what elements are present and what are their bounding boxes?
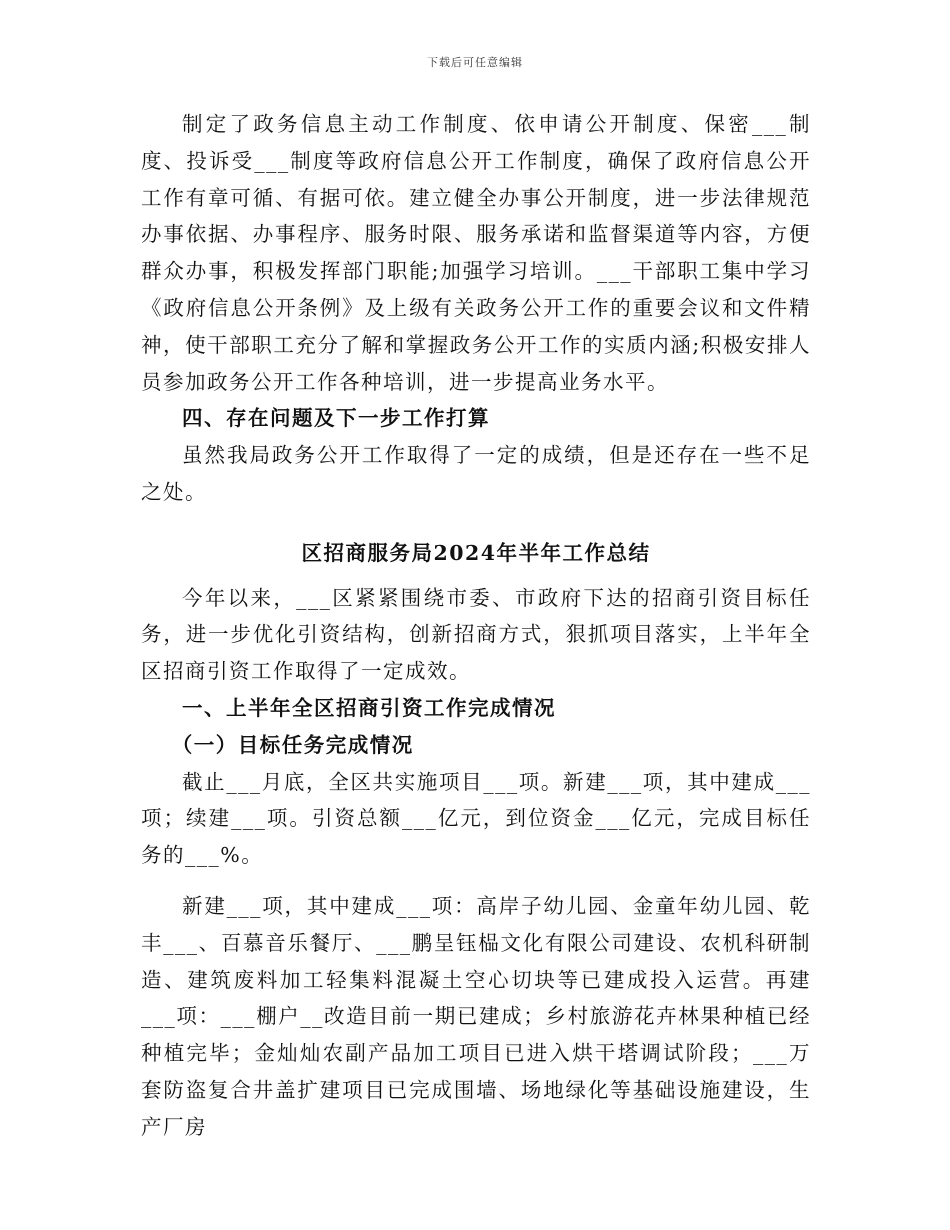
title-spacer — [141, 572, 811, 580]
page-header-note: 下载后可任意编辑 — [427, 56, 523, 69]
document-body — [141, 106, 811, 1146]
subheading-target-completion: （一）目标任务完成情况 — [171, 732, 414, 757]
heading-investment-completion: 一、上半年全区招商引资工作完成情况 — [182, 695, 556, 720]
paragraph-project-stats: 截止___月底，全区共实施项目___项。新建___项，其中建成___项；续建___项。引资总额___亿元，到位资金___亿元，完成目标任务的___%。 — [141, 769, 811, 868]
paragraph-intro: 今年以来，___区紧紧围绕市委、市政府下达的招商引资目标任务，进一步优化引资结构，创新招商方式，狠抓项目落实，上半年全区招商引资工作取得了一定成效。 — [141, 585, 811, 684]
heading-problems-and-plans: 四、存在问题及下一步工作打算 — [182, 406, 490, 431]
paragraph-disclosure-systems: 制定了政务信息主动工作制度、依申请公开制度、保密___制度、投诉受___制度等政府信息公开工作制度，确保了政府信息公开工作有章可循、有据可依。建立健全办事公开制度，进一步法律规范办事依据、办事程序、服务时限、服务承诺和监督渠道等内容，方便群众办事，积极发挥部门职能;加强学习培训。___干部职工集中学习《政府信息公开条例》及上级有关政务公开工作的重要会议和文件精神，使干部职工充分了解和掌握政务公开工作的实质内涵;积极安排人员参加政务公开工作各种培训，进一步提高业务水平。 — [141, 112, 811, 394]
document-title: 区招商服务局2024年半年工作总结 — [301, 540, 651, 565]
section-spacer — [141, 511, 811, 535]
paragraph-project-details: 新建___项，其中建成___项：高岸子幼儿园、金童年幼儿园、乾丰___、百慕音乐餐厅、___鹏呈钰榀文化有限公司建设、农机科研制造、建筑废料加工轻集料混凝土空心切块等已建成投入运营。再建___项：___棚户__改造目前一期已建成；乡村旅游花卉林果种植已经种植完毕；金灿灿农副产品加工项目已进入烘干塔调试阶段；___万套防盗复合井盖扩建项目已完成围墙、场地绿化等基础设施建设，生产厂房 — [141, 893, 811, 1139]
paragraph-spacer — [141, 874, 811, 888]
paragraph-shortcomings: 虽然我局政务公开工作取得了一定的成绩，但是还存在一些不足之处。 — [141, 443, 811, 504]
